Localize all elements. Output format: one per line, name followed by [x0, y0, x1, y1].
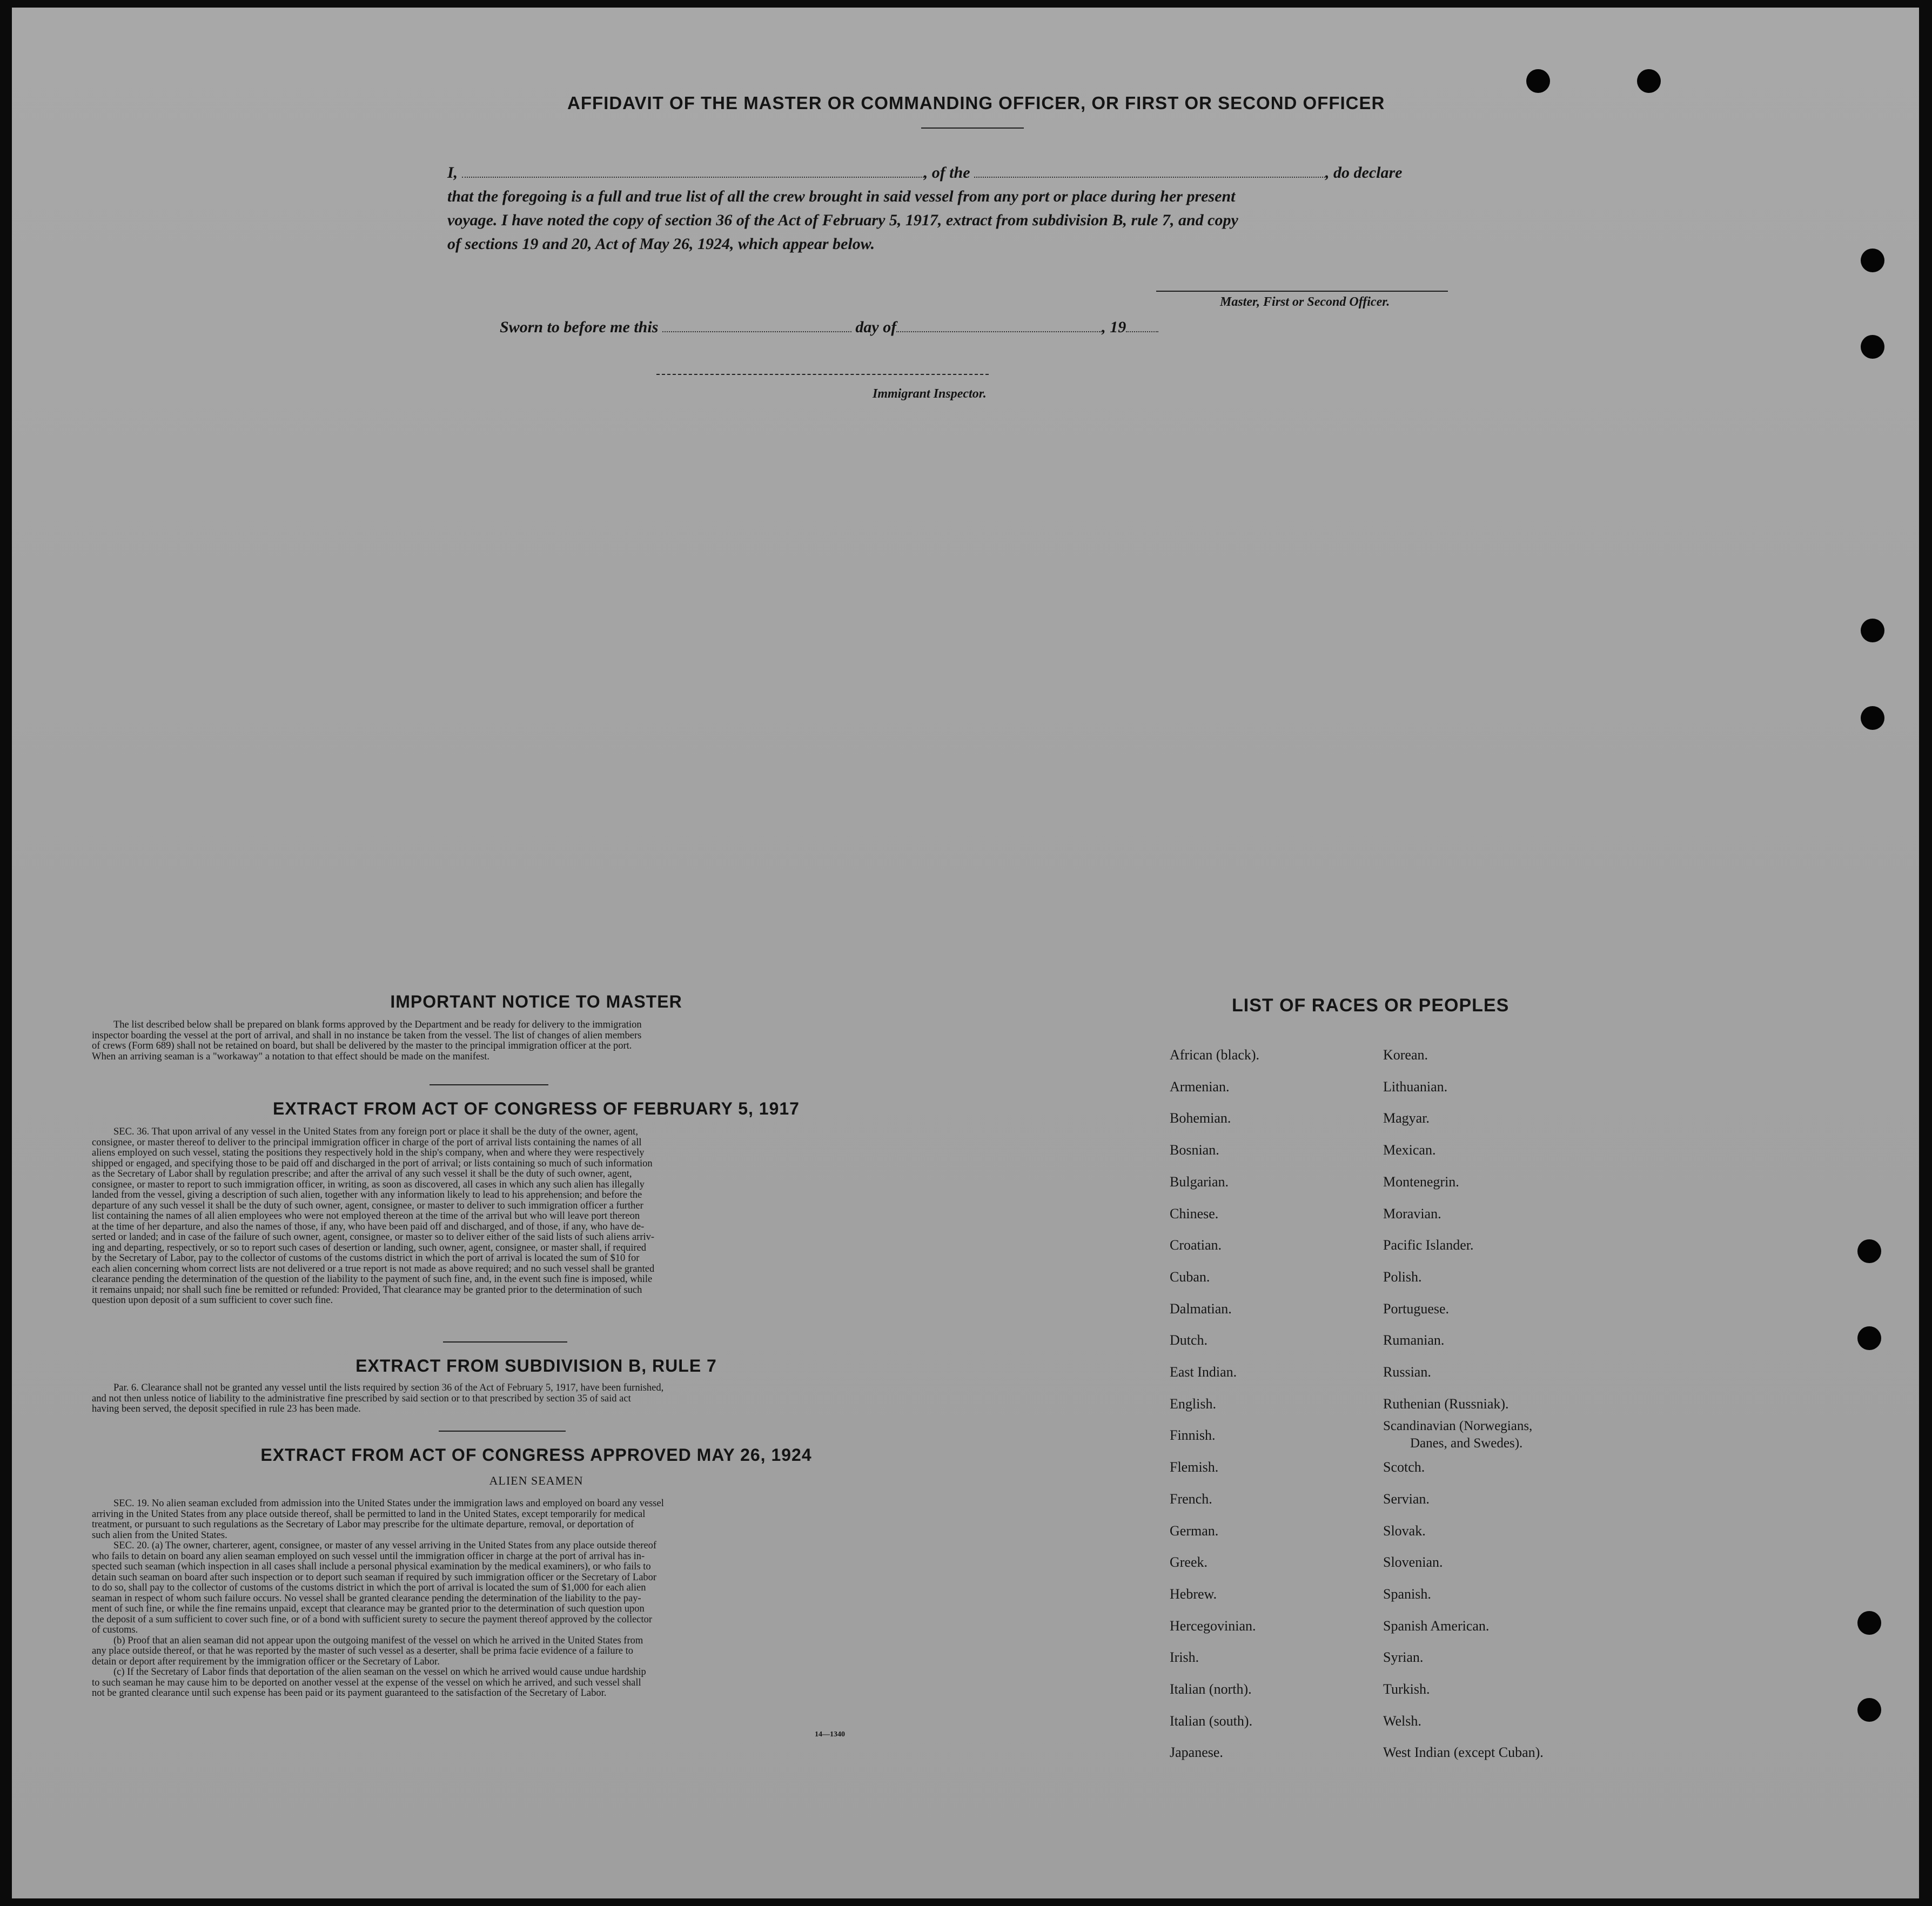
race-item: Scandinavian (Norwegians,: [1383, 1419, 1533, 1434]
extract-line: SEC. 19. No alien seaman excluded from admission into the United States under the immigration laws and employed on board any vessel: [113, 1498, 664, 1509]
race-item: Korean.: [1383, 1047, 1428, 1063]
extract-line: who fails to detain on board any alien seaman employed on such vessel until the immigration officer in charge at the port of arrival has in-: [92, 1551, 645, 1562]
race-item: Hercegovinian.: [1170, 1618, 1256, 1634]
section-rule: [443, 1341, 567, 1343]
punch-hole: [1861, 619, 1884, 642]
affidavit-of-the: , of the: [923, 164, 970, 182]
extract-1924-text: [92, 1499, 902, 1699]
punch-hole: [1857, 1326, 1881, 1350]
race-item: Magyar.: [1383, 1110, 1430, 1126]
extract-line: ment of such fine, or while the fine remains unpaid, except that clearance may be granted prior to the determination of such question upon: [92, 1603, 645, 1614]
race-item: Scotch.: [1383, 1459, 1425, 1475]
race-item: Italian (north).: [1170, 1681, 1252, 1697]
master-signature-line[interactable]: [1156, 291, 1448, 292]
race-item: French.: [1170, 1491, 1212, 1507]
affidavit-line-4: of sections 19 and 20, Act of May 26, 1924, which appear below.: [447, 235, 875, 253]
notice-line: When an arriving seaman is a "workaway" a notation to that effect should be made on the manifest.: [92, 1051, 490, 1062]
sworn-line: [500, 316, 1158, 339]
extract-1917-title: EXTRACT FROM ACT OF CONGRESS OF FEBRUARY 5, 1917: [273, 1099, 800, 1118]
punch-hole: [1637, 69, 1661, 93]
punch-hole: [1857, 1698, 1881, 1722]
extract-line: not be granted clearance until such expense has been paid or its payment guaranteed to the satisfaction of the Secretary of Labor.: [92, 1688, 607, 1699]
notice-line: inspector boarding the vessel at the port of arrival, and shall in no instance be taken from the vessel. The list of changes of alien members: [92, 1030, 642, 1041]
races-title: LIST OF RACES OR PEOPLES: [1232, 995, 1510, 1016]
extract-line: to do so, shall pay to the collector of customs of the customs district in which the port of arrival is located the sum of $1,000 for each alien: [92, 1582, 646, 1593]
extract-line: by the Secretary of Labor, pay to the collector of customs of the customs district in which the port of arrival is located the sum of $10 for: [92, 1253, 640, 1264]
extract-line: departure of any such vessel it shall be the duty of such owner, agent, consignee, or master to deliver to such immigration officer a further: [92, 1200, 643, 1211]
punch-hole: [1861, 249, 1884, 272]
extract-line: landed from the vessel, giving a description of such alien, together with any information likely to lead to his apprehension; and before the: [92, 1190, 642, 1200]
name-field[interactable]: [462, 177, 924, 178]
extract-line: as the Secretary of Labor shall by regulation prescribe; and after the arrival of any such vessel it shall be the duty of such owner, agent,: [92, 1169, 632, 1179]
affidavit-line-3: voyage. I have noted the copy of section 36 of the Act of February 5, 1917, extract from subdivision B, rule 7, and copy: [447, 211, 1238, 229]
notice-text: [92, 1020, 902, 1062]
extract-line: detain such seaman on board after such inspection or to deport such seaman if required by such immigration officer or the Secretary of Labor: [92, 1572, 657, 1583]
extract-line: aliens employed on such vessel, stating the positions they respectively hold in the ship's company, when and where they were respectively: [92, 1147, 645, 1158]
race-item: Flemish.: [1170, 1459, 1219, 1475]
race-item: African (black).: [1170, 1047, 1260, 1063]
extract-line: at the time of her departure, and also the names of those, if any, who have been paid off and discharged, and of those, if any, who have de-: [92, 1221, 645, 1232]
race-item: Chinese.: [1170, 1205, 1219, 1222]
race-item: Danes, and Swedes).: [1410, 1436, 1523, 1451]
affidavit-do-declare: , do declare: [1325, 164, 1403, 182]
extract-line: consignee, or master to report to such immigration officer, in writing, as soon as discovered, all cases in which any such alien has illegally: [92, 1179, 645, 1190]
punch-hole: [1526, 69, 1550, 93]
race-item: Ruthenian (Russniak).: [1383, 1395, 1509, 1412]
sworn-day-of: day of: [855, 318, 897, 336]
race-item: Lithuanian.: [1383, 1078, 1448, 1095]
section-rule: [439, 1431, 566, 1432]
race-item: Mexican.: [1383, 1142, 1436, 1158]
extract-1924-title: EXTRACT FROM ACT OF CONGRESS APPROVED MAY 26, 1924: [260, 1445, 812, 1465]
race-item: Bohemian.: [1170, 1110, 1231, 1126]
race-item: Bulgarian.: [1170, 1173, 1229, 1190]
extract-line: list containing the names of all alien employees who were not employed thereon at the time of the arrival but who will leave port thereon: [92, 1211, 640, 1222]
extract-line: such alien from the United States.: [92, 1529, 227, 1541]
sworn-year: , 19: [1102, 318, 1126, 336]
extract-line: detain or deport after requirement by the immigration officer or the Secretary of Labor.: [92, 1656, 440, 1667]
extract-line: (c) If the Secretary of Labor finds that deportation of the alien seaman on the vessel on which he arrived would cause undue hardship: [113, 1667, 646, 1677]
race-item: Japanese.: [1170, 1744, 1223, 1761]
notice-title: IMPORTANT NOTICE TO MASTER: [390, 992, 682, 1011]
punch-hole: [1861, 335, 1884, 359]
race-item: Montenegrin.: [1383, 1173, 1459, 1190]
race-item: Servian.: [1383, 1491, 1430, 1507]
race-item: Dalmatian.: [1170, 1300, 1232, 1317]
extract-line: seaman in respect of whom such failure occurs. No vessel shall be granted clearance pending the determination of the liability to the pay-: [92, 1593, 641, 1604]
master-signature-label: Master, First or Second Officer.: [1220, 295, 1390, 309]
affidavit-i: I,: [447, 164, 458, 182]
race-item: Italian (south).: [1170, 1713, 1253, 1729]
race-item: Bosnian.: [1170, 1142, 1219, 1158]
race-item: Spanish American.: [1383, 1618, 1490, 1634]
sworn-month-field[interactable]: [896, 331, 1102, 332]
race-item: English.: [1170, 1395, 1216, 1412]
extract-line: the deposit of a sum sufficient to cover such fine, or of a bond with sufficient surety to secure the payment thereof approved by the collector: [92, 1614, 653, 1625]
punch-hole: [1861, 706, 1884, 730]
section-rule: [430, 1084, 548, 1085]
race-item: Dutch.: [1170, 1332, 1208, 1348]
extract-line: treatment, or pursuant to such regulations as the Secretary of Labor may prescribe for the ultimate departure, removal, or deportation of: [92, 1519, 634, 1530]
vessel-field[interactable]: [974, 177, 1325, 178]
rule7-text: [92, 1383, 902, 1415]
extract-line: SEC. 20. (a) The owner, charterer, agent, consignee, or master of any vessel arriving in the United States from any place outside thereof: [113, 1540, 657, 1551]
race-item: West Indian (except Cuban).: [1383, 1744, 1544, 1761]
race-item: Slovak.: [1383, 1522, 1426, 1539]
race-item: Russian.: [1383, 1364, 1431, 1380]
rule7-line: having been served, the deposit specified in rule 23 has been made.: [92, 1404, 361, 1414]
race-item: Pacific Islander.: [1383, 1237, 1474, 1253]
extract-line: arriving in the United States from any place outside thereof, shall be permitted to land in the United States, except temporarily for medical: [92, 1508, 646, 1520]
title-rule: [921, 127, 1024, 129]
extract-line: question upon deposit of a sum sufficient to cover such fine.: [92, 1295, 333, 1306]
extract-line: consignee, or master thereof to deliver to the principal immigration officer in charge of the port of arrival lists containing the names of all: [92, 1137, 642, 1148]
extract-line: clearance pending the determination of the question of the liability to the payment of such fine, and, in the event such fine is imposed, while: [92, 1274, 653, 1285]
extract-line: ing and departing, respectively, or so to report such cases of desertion or landing, such owner, agent, consignee, or master shall, if required: [92, 1242, 647, 1253]
race-item: Cuban.: [1170, 1269, 1210, 1285]
race-item: Hebrew.: [1170, 1586, 1217, 1602]
race-item: Finnish.: [1170, 1427, 1216, 1444]
affidavit-title: AFFIDAVIT OF THE MASTER OR COMMANDING OFFICER, OR FIRST OR SECOND OFFICER: [567, 93, 1385, 113]
race-item: East Indian.: [1170, 1364, 1237, 1380]
notice-line: The list described below shall be prepared on blank forms approved by the Department and be ready for delivery to the immigration: [113, 1019, 642, 1030]
sworn-date-field[interactable]: [662, 331, 851, 332]
race-item: Polish.: [1383, 1269, 1422, 1285]
race-item: Moravian.: [1383, 1205, 1441, 1222]
race-item: Armenian.: [1170, 1078, 1230, 1095]
race-item: Syrian.: [1383, 1649, 1424, 1666]
race-item: Irish.: [1170, 1649, 1199, 1666]
extract-line: any place outside thereof, or that he was reported by the master of such vessel as a deserter, shall be prima facie evidence of a failure to: [92, 1646, 633, 1656]
extract-line: of customs.: [92, 1625, 138, 1635]
race-item: Portuguese.: [1383, 1300, 1450, 1317]
notice-line: of crews (Form 689) shall not be retained on board, but shall be delivered by the master to the principal immigration officer at the port.: [92, 1041, 632, 1051]
extract-1917-text: [92, 1127, 902, 1306]
race-item: Rumanian.: [1383, 1332, 1445, 1348]
rule7-line: Par. 6. Clearance shall not be granted any vessel until the lists required by section 36 of the Act of February 5, 1917, have been furnished,: [113, 1382, 664, 1393]
extract-line: serted or landed; and in case of the failure of such owner, agent, consignee, or master so to deliver either of the said lists of such aliens arriv-: [92, 1232, 655, 1243]
punch-hole: [1857, 1239, 1881, 1263]
race-item: Welsh.: [1383, 1713, 1421, 1729]
form-number: 14—1340: [815, 1730, 845, 1739]
extract-line: SEC. 36. That upon arrival of any vessel in the United States from any foreign port or place it shall be the duty of the owner, agent,: [113, 1126, 638, 1137]
race-item: Turkish.: [1383, 1681, 1430, 1697]
extract-line: (b) Proof that an alien seaman did not appear upon the outgoing manifest of the vessel on which he arrived in the United States from: [113, 1635, 643, 1646]
extract-line: spected such seaman (which inspection in all cases shall include a personal physical examination by the medical examiners), or who fails to: [92, 1561, 651, 1572]
rule7-title: EXTRACT FROM SUBDIVISION B, RULE 7: [355, 1356, 717, 1375]
race-item: German.: [1170, 1522, 1219, 1539]
punch-hole: [1857, 1611, 1881, 1635]
inspector-signature-line[interactable]: [656, 373, 989, 375]
race-item: Greek.: [1170, 1554, 1208, 1571]
alien-seamen-subtitle: ALIEN SEAMEN: [489, 1474, 583, 1487]
rule7-line: and not then unless notice of liability to the administrative fine prescribed by said section or to that prescribed by section 35 of said act: [92, 1393, 631, 1404]
extract-line: shipped or engaged, and specifying those to be paid off and discharged in the port of arrival; or lists containing so much of such information: [92, 1158, 653, 1169]
extract-line: to such seaman he may cause him to be deported on another vessel at the expense of the vessel on which he arrived, and such vessel shall: [92, 1677, 641, 1688]
extract-line: it remains unpaid; nor shall such fine be remitted or refunded: Provided, That clearance may be granted prior to the determination of such: [92, 1284, 642, 1296]
inspector-label: Immigrant Inspector.: [873, 387, 987, 401]
sworn-year-field[interactable]: [1126, 331, 1158, 332]
sworn-prefix: Sworn to before me this: [500, 318, 659, 336]
race-item: Slovenian.: [1383, 1554, 1443, 1571]
affidavit-line-1: [447, 161, 1501, 185]
race-item: Spanish.: [1383, 1586, 1431, 1602]
extract-line: each alien concerning whom correct lists are not delivered or a true report is not made as above required; and no such vessel shall be granted: [92, 1263, 655, 1274]
race-item: Croatian.: [1170, 1237, 1222, 1253]
affidavit-line-2: that the foregoing is a full and true list of all the crew brought in said vessel from any port or place during her present: [447, 187, 1236, 205]
